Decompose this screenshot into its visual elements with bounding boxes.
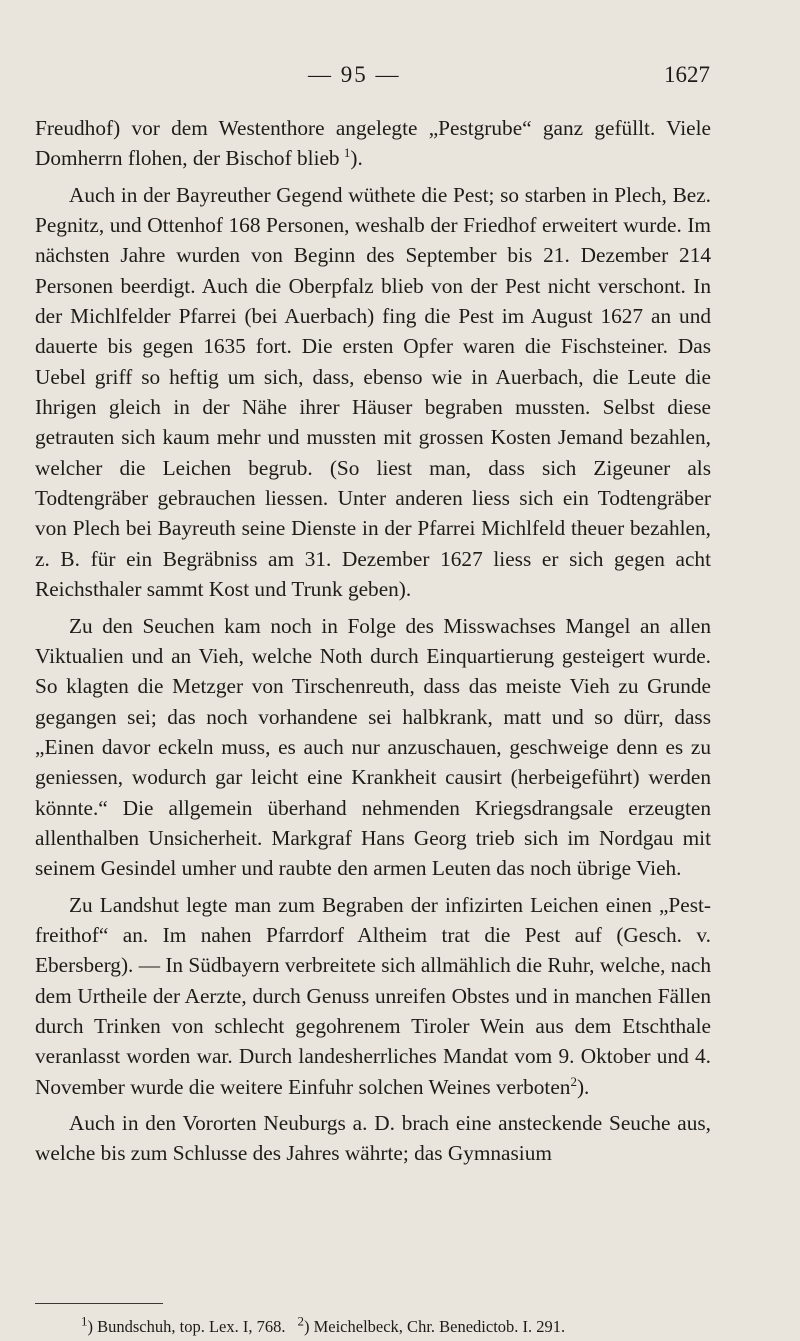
paragraph-text: Freudhof) vor dem Westenthore angelegte „Pestgrube“ ganz gefüllt. Viele Domherrn flohen, der Bischof blieb <box>35 116 711 171</box>
running-header <box>0 62 800 92</box>
paragraph-5: Auch in den Vororten Neuburgs a. D. brach eine ansteckende Seuche aus, welche bis zum Schlusse des Jahres währte; das Gymnasium <box>35 1111 711 1166</box>
paragraph-text-end: ). <box>576 1074 590 1099</box>
footnote-divider <box>35 1303 163 1304</box>
paragraph-2: Auch in der Bayreuther Gegend wüthete die Pest; so starben in Plech, Bez. Pegnitz, und Ottenhof 168 Personen, weshalb der Friedhof erweitert wurde. Im nächsten Jahre wurden von Beginn des September bis 21. Dezember 214 Personen beerdigt. Auch die Oberpfalz blieb von der Pest nicht verschont. In der Michlfelder Pfarrei (bei Auerbach) fing die Pest im August 1627 an und dauerte bis gegen 1635 fort. Die ersten Opfer waren die Fischsteiner. Das Uebel griff so heftig um sich, dass, ebenso wie in Auerbach, die Leute die Ihrigen gleich in der Nähe ihrer Häuser begraben mussten. Selbst diese getrauten sich kaum mehr und mussten mit grossen Kosten Jemand bezahlen, welcher die Leichen begrub. (So liest man, dass sich Zigeuner als Todtengräber gebrauchen liessen. Unter anderen liess sich ein Todtengräber von Plech bei Bayreuth seine Dienste in der Pfarrei Michlfeld theuer bezahlen, z. B. für ein Begräbniss am 31. Dezember 1627 liess er sich gegen acht Reichsthaler sammt Kost und Trunk geben). <box>35 182 711 602</box>
paragraph-4 <box>35 890 711 1102</box>
paragraph-text-end: ). <box>350 146 363 171</box>
footnote-mark: 2 <box>297 1313 304 1329</box>
footnote-text: ) Meichelbeck, Chr. Benedictob. I. 291. <box>303 1317 566 1336</box>
paragraph-3: Zu den Seuchen kam noch in Folge des Misswachses Mangel an allen Viktualien und an Vieh, welche Noth durch Einquartierung gesteigert wurde. So klagten die Metzger von Tirschenreuth, dass das meiste Vieh zu Grunde gegangen sei; das noch vorhandene sei halbkrank, matt und so dürr, dass „Einen davor eckeln muss, es auch nur anzuschauen, geschweige denn es zu geniessen, wodurch gar leicht eine Krankheit causirt (herbeigeführt) werden könnte.“ Die allgemein überhand nehmenden Kriegsdrangsale erzeugten allenthalben Unsicherheit. Markgraf Hans Georg trieb sich im Nordgau mit seinem Gesindel umher und raubte den armen Leuten das noch übrige Vieh. <box>35 613 711 881</box>
footnote-text: ) Bundschuh, top. Lex. I, 768. <box>87 1317 286 1336</box>
footnote-mark: 1 <box>81 1313 88 1329</box>
paragraph-1 <box>35 113 711 174</box>
body-text <box>35 113 711 1169</box>
footnote-2 <box>297 1313 566 1336</box>
footnote-ref-2: 2 <box>570 1073 577 1089</box>
footnote-1 <box>81 1313 286 1336</box>
footnote-ref-1: 1 <box>343 145 351 161</box>
paragraph-text: Zu Landshut legte man zum Begraben der infizirten Leichen einen „Pestfreithof“ an. Im nahen Pfarrdorf Altheim trat die Pest auf (Gesch. v. Ebersberg). — In Südbayern verbreitete sich allmählich die Ruhr, welche, nach dem Urtheile der Aerzte, durch Genuss unreifen Obstes und in manchen Fällen durch Trinken von schlecht gegohrenem Tiroler Wein aus dem Etschthale veranlasst worden war. Durch landesherrliches Mandat vom 9. Oktober und 4. November wurde die weitere Einfuhr solchen Weines verboten <box>35 892 711 1099</box>
footnotes <box>81 1313 721 1337</box>
page-number: — 95 — <box>308 62 401 87</box>
running-year: 1627 <box>664 62 710 87</box>
